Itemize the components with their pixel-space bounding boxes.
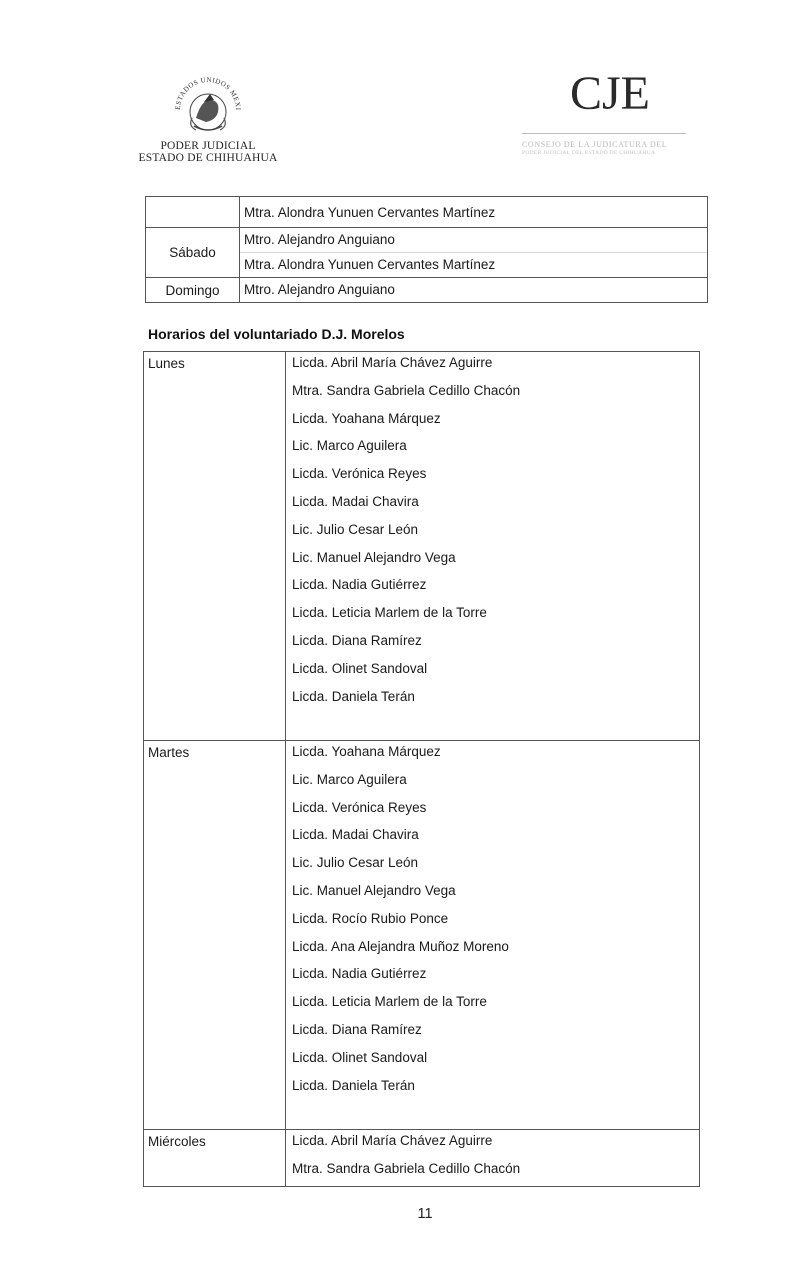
table-row (146, 228, 708, 278)
names-cell (240, 228, 708, 278)
names-cell (240, 197, 708, 228)
staff-name: Mtro. Alejandro Anguiano (244, 282, 395, 297)
volunteer-name: Licda. Nadia Gutiérrez (292, 966, 427, 982)
logo-subtitle: CONSEJO DE LA JUDICATURA DEL (522, 140, 668, 149)
volunteer-name: Licda. Yoahana Márquez (292, 410, 441, 426)
table-row (144, 1130, 700, 1187)
volunteer-name: Licda. Abril María Chávez Aguirre (292, 1133, 493, 1148)
volunteer-name: Licda. Madai Chavira (292, 827, 419, 843)
volunteer-name: Lic. Manuel Alejandro Vega (292, 549, 456, 565)
day-cell: Sábado (146, 228, 240, 278)
volunteer-name: Lic. Marco Aguilera (292, 771, 407, 787)
day-cell: Lunes (144, 352, 286, 741)
volunteer-name: Lic. Manuel Alejandro Vega (292, 882, 456, 898)
mexico-coat-of-arms-seal (166, 68, 250, 140)
day-cell (146, 197, 240, 228)
volunteer-name: Licda. Madai Chavira (292, 493, 419, 509)
names-cell (240, 278, 708, 303)
volunteer-name: Licda. Nadia Gutiérrez (292, 577, 427, 593)
volunteer-name: Licda. Diana Ramírez (292, 1021, 422, 1037)
schedule-table (145, 196, 708, 303)
page-number: 11 (417, 1206, 433, 1222)
cje-logo: CJE (569, 67, 650, 120)
volunteer-name: Licda. Olinet Sandoval (292, 1049, 428, 1065)
section-title: Horarios del voluntariado D.J. Morelos (148, 326, 405, 342)
volunteer-name: Licda. Rocío Rubio Ponce (292, 910, 449, 926)
volunteer-table (143, 351, 700, 1187)
day-cell: Domingo (146, 278, 240, 303)
volunteer-name: Licda. Diana Ramírez (292, 632, 422, 648)
volunteer-name: Mtra. Sandra Gabriela Cedillo Chacón (292, 382, 521, 398)
seal-arc-text: ESTADOS UNIDOS MEXI (173, 75, 243, 111)
logo-subtitle-secondary: PODER JUDICIAL DEL ESTADO DE CHIHUAHUA (522, 150, 656, 156)
volunteer-name: Licda. Verónica Reyes (292, 466, 427, 482)
table-row (146, 278, 708, 303)
logo-divider (522, 133, 686, 134)
volunteer-name: Licda. Leticia Marlem de la Torre (292, 994, 487, 1010)
volunteer-name: Lic. Marco Aguilera (292, 438, 407, 454)
table-row (144, 352, 700, 741)
names-cell (286, 741, 700, 1130)
table-row (144, 741, 700, 1130)
staff-name: Mtro. Alejandro Anguiano (244, 232, 395, 247)
volunteer-name: Licda. Daniela Terán (292, 688, 415, 704)
day-cell: Miércoles (144, 1130, 286, 1187)
volunteer-name: Licda. Yoahana Márquez (292, 744, 441, 759)
day-cell: Martes (144, 741, 286, 1130)
volunteer-name: Lic. Julio Cesar León (292, 521, 419, 537)
volunteer-name: Licda. Ana Alejandra Muñoz Moreno (292, 938, 509, 954)
names-cell (286, 352, 700, 741)
names-cell (286, 1130, 700, 1187)
staff-name: Mtra. Alondra Yunuen Cervantes Martínez (240, 252, 707, 277)
volunteer-name: Licda. Leticia Marlem de la Torre (292, 605, 487, 621)
volunteer-name: Lic. Julio Cesar León (292, 855, 419, 871)
volunteer-name: Mtra. Sandra Gabriela Cedillo Chacón (292, 1160, 521, 1176)
volunteer-name: Licda. Olinet Sandoval (292, 660, 428, 676)
volunteer-name: Licda. Abril María Chávez Aguirre (292, 355, 493, 370)
institution-line-1: PODER JUDICIAL (160, 140, 256, 152)
volunteer-name: Licda. Verónica Reyes (292, 799, 427, 815)
institution-line-2: ESTADO DE CHIHUAHUA (138, 152, 278, 164)
volunteer-name: Licda. Daniela Terán (292, 1077, 415, 1093)
staff-name: Mtra. Alondra Yunuen Cervantes Martínez (244, 205, 496, 220)
table-row (146, 197, 708, 228)
